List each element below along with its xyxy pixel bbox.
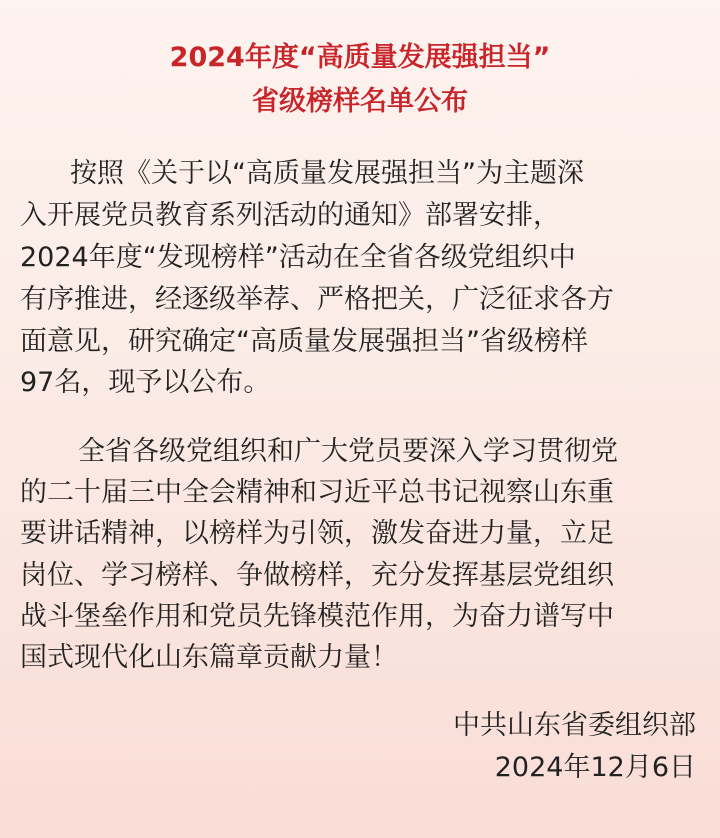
paragraph-2-line: 的二十届三中全会精神和习近平总书记视察山东重: [20, 477, 614, 508]
title-line-1: 2024年度“高质量发展强担当”: [169, 42, 551, 73]
paragraph-2-line: 国式现代化山东篇章贡献力量！: [20, 642, 398, 673]
signature-date: 2024年12月6日: [494, 752, 696, 783]
paragraph-1-line: 2024年度“发现榜样”活动在全省各级党组织中: [20, 242, 576, 273]
paragraph-1-line: 97名，现予以公布。: [20, 367, 271, 398]
paragraph-2-line: 战斗堡垒作用和党员先锋模范作用，为奋力谱写中: [20, 601, 614, 632]
paragraph-2-line: 岗位、学习榜样、争做榜样，充分发挥基层党组织: [20, 560, 614, 591]
signature-org: 中共山东省委组织部: [453, 710, 696, 741]
title-line-2: 省级榜样名单公布: [252, 86, 468, 117]
paragraph-2-line: 全省各级党组织和广大党员要深入学习贯彻党: [78, 436, 618, 467]
paragraph-1-line: 按照《关于以“高质量发展强担当”为主题深: [70, 158, 584, 189]
paragraph-1-line: 入开展党员教育系列活动的通知》部署安排，: [20, 200, 560, 231]
paragraph-1-line: 面意见，研究确定“高质量发展强担当”省级榜样: [20, 326, 588, 357]
paragraph-1-line: 有序推进，经逐级举荐、严格把关，广泛征求各方: [20, 284, 614, 315]
paragraph-2-line: 要讲话精神，以榜样为引领，激发奋进力量，立足: [20, 518, 614, 549]
